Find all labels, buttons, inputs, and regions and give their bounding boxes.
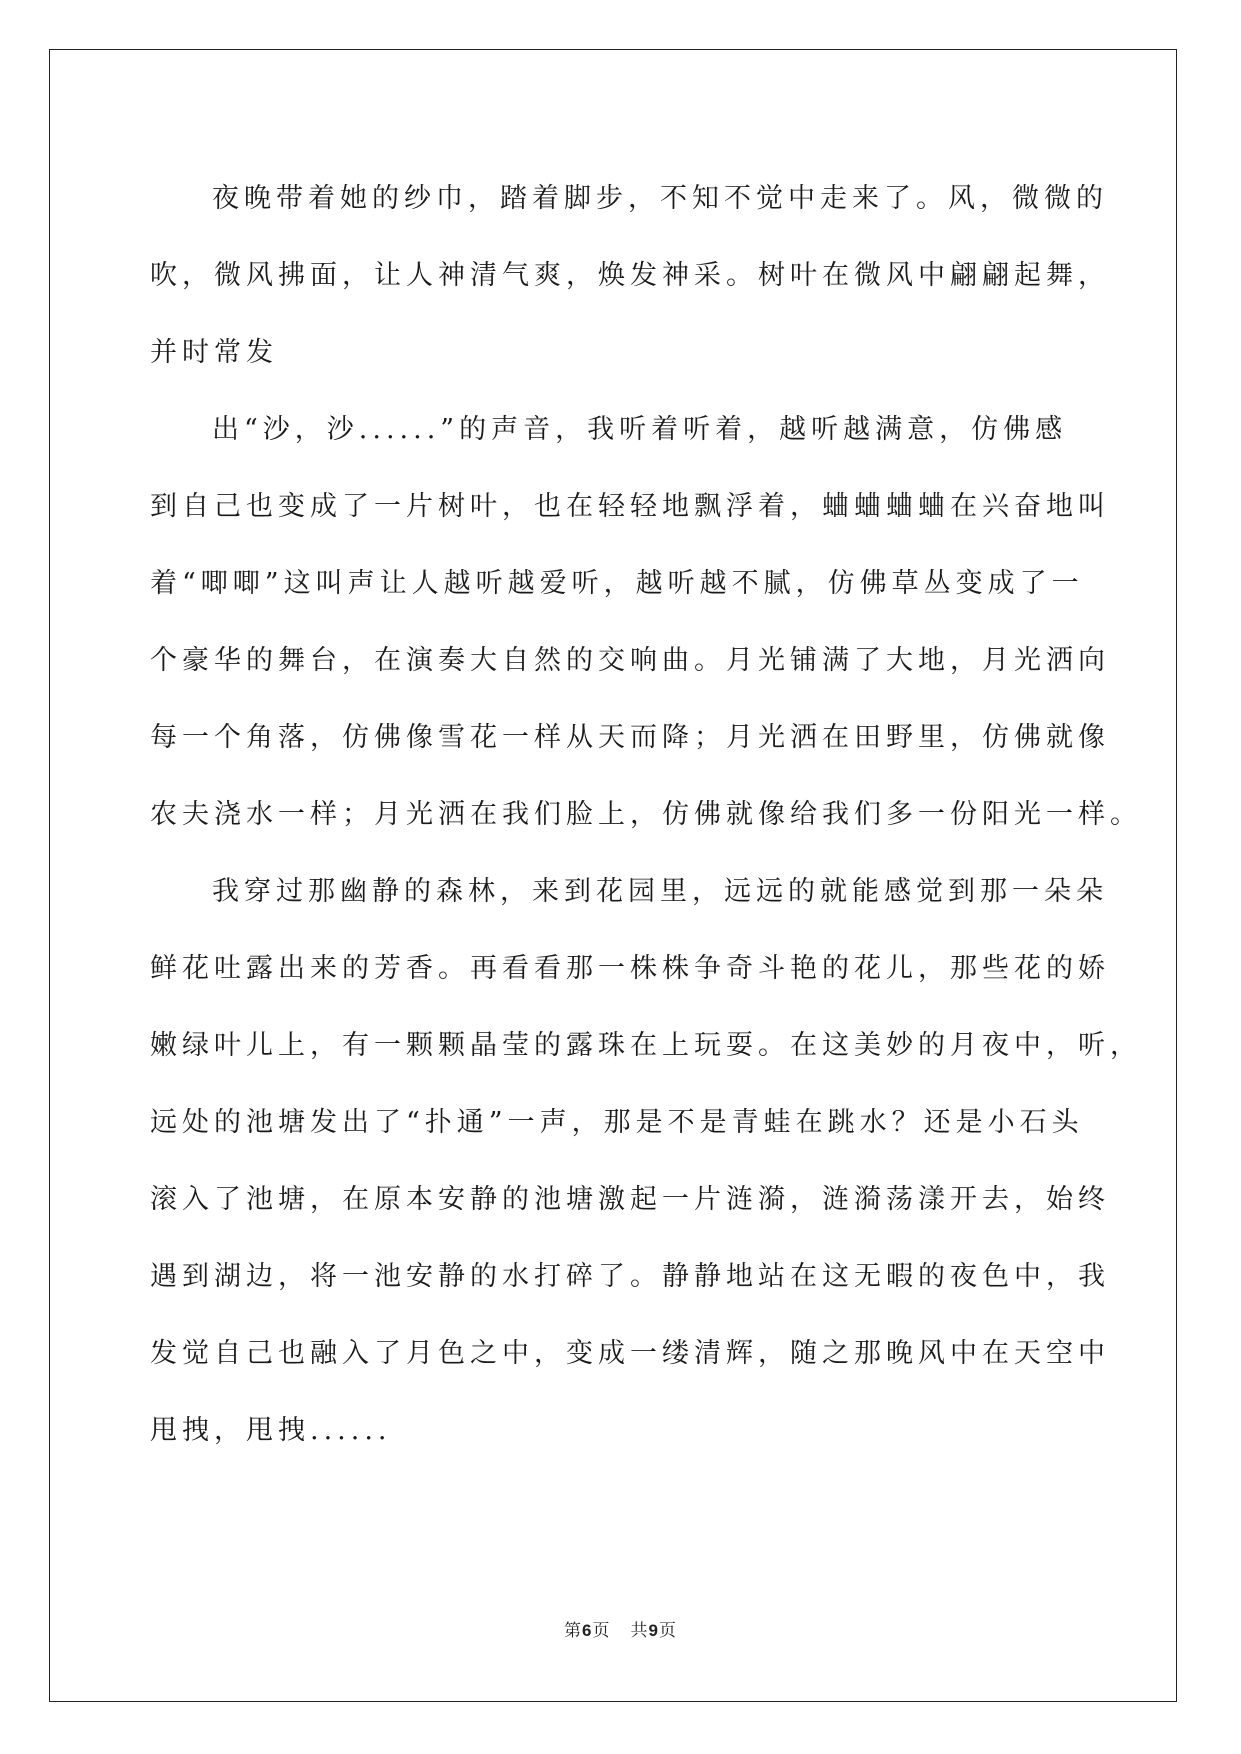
paragraph-2-line-2: 到自己也变成了一片树叶，也在轻轻地飘浮着，蛐蛐蛐蛐在兴奋地叫 [150, 491, 1110, 522]
paragraph-3-line-6: 遇到湖边，将一池安静的水打碎了。静静地站在这无暇的夜色中，我 [150, 1261, 1110, 1292]
paragraph-1-line-1: 夜晚带着她的纱巾，踏着脚步，不知不觉中走来了。风，微微的 [212, 183, 1108, 214]
paragraph-3-line-3: 嫩绿叶儿上，有一颗颗晶莹的露珠在上玩耍。在这美妙的月夜中，听， [150, 1030, 1142, 1061]
paragraph-3-line-8: 甩拽，甩拽...... [150, 1415, 392, 1446]
page-total: 9 [648, 1621, 659, 1640]
page-current: 6 [582, 1621, 593, 1640]
paragraph-1-line-2: 吹，微风拂面，让人神清气爽，焕发神采。树叶在微风中翩翩起舞， [150, 260, 1110, 291]
paragraph-2-line-6: 农夫浇水一样；月光洒在我们脸上，仿佛就像给我们多一份阳光一样。 [150, 799, 1142, 830]
page-prefix: 第 [564, 1621, 583, 1641]
document-body [150, 160, 1142, 1469]
page-suffix: 页 [592, 1621, 611, 1641]
paragraph-3-line-5: 滚入了池塘，在原本安静的池塘激起一片涟漪，涟漪荡漾开去，始终 [150, 1184, 1110, 1215]
paragraph-2-line-5: 每一个角落，仿佛像雪花一样从天而降；月光洒在田野里，仿佛就像 [150, 722, 1110, 753]
paragraph-3-line-4: 远处的池塘发出了“扑通”一声，那是不是青蛙在跳水？还是小石头 [150, 1107, 1084, 1138]
total-suffix: 页 [658, 1621, 677, 1641]
paragraph-2-line-1: 出“沙，沙......”的声音，我听着听着，越听越满意，仿佛感 [212, 414, 1068, 445]
paragraph-3-line-1: 我穿过那幽静的森林，来到花园里，远远的就能感觉到那一朵朵 [212, 876, 1108, 907]
paragraph-2-line-4: 个豪华的舞台，在演奏大自然的交响曲。月光铺满了大地，月光洒向 [150, 645, 1110, 676]
paragraph-3-line-2: 鲜花吐露出来的芳香。再看看那一株株争奇斗艳的花儿，那些花的娇 [150, 953, 1110, 984]
page-footer [0, 1616, 1241, 1641]
paragraph-1-line-3: 并时常发 [150, 337, 278, 368]
paragraph-3-line-7: 发觉自己也融入了月色之中，变成一缕清辉，随之那晚风中在天空中 [150, 1338, 1110, 1369]
total-prefix: 共 [630, 1621, 649, 1641]
paragraph-2-line-3: 着“唧唧”这叫声让人越听越爱听，越听越不腻，仿佛草丛变成了一 [150, 568, 1084, 599]
